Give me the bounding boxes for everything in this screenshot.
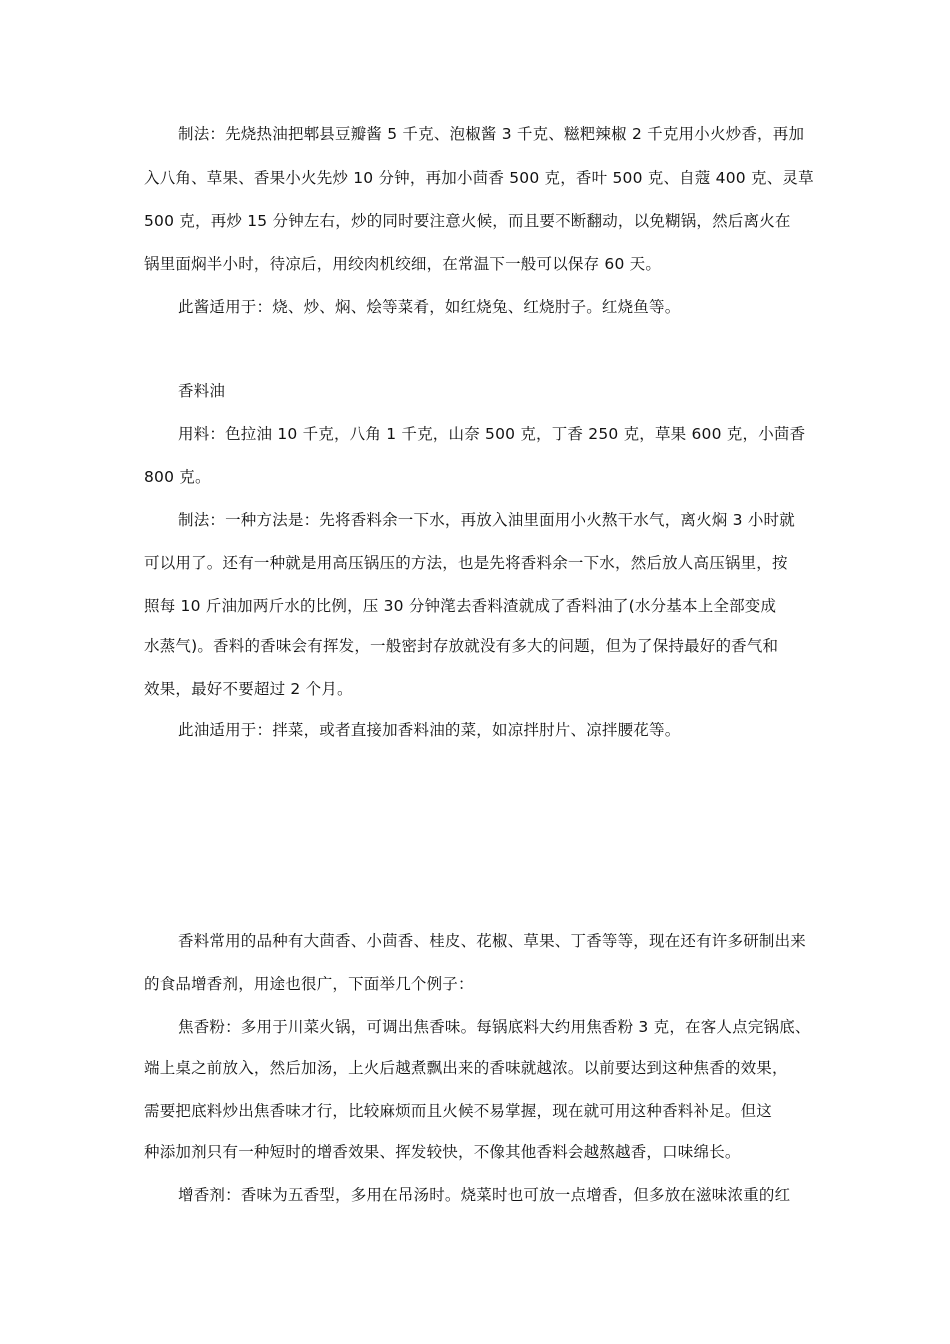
paragraph-line: 种添加剂只有一种短时的增香效果、挥发较快，不像其他香料会越熬越香，口味绵长。 [144,1143,741,1161]
paragraph-line: 制法：一种方法是：先将香料余一下水，再放入油里面用小火熬干水气，离火焖 3 小时就 [178,511,795,529]
paragraph-line: 可以用了。还有一种就是用高压锅压的方法，也是先将香料余一下水，然后放人高压锅里，按 [144,554,788,572]
paragraph-line: 锅里面焖半小时，待凉后，用绞肉机绞细，在常温下一般可以保存 60 天。 [144,255,662,273]
usage-note: 此油适用于：拌菜，或者直接加香料油的菜，如凉拌肘片、凉拌腰花等。 [178,721,681,739]
paragraph-line: 需要把底料炒出焦香味才行，比较麻烦而且火候不易掌握，现在就可用这种香料补足。但这 [144,1102,773,1120]
usage-note: 此酱适用于：烧、炒、焖、烩等菜肴，如红烧兔、红烧肘子。红烧鱼等。 [178,298,681,316]
paragraph-line: 端上桌之前放入，然后加汤，上火后越煮飘出来的香味就越浓。以前要达到这种焦香的效果， [144,1059,788,1077]
paragraph-line: 照每 10 斤油加两斤水的比例，压 30 分钟滗去香料渣就成了香料油了(水分基本上全部变成 [144,597,777,615]
paragraph-line: 香料常用的品种有大茴香、小茴香、桂皮、花椒、草果、丁香等等，现在还有许多研制出来 [178,932,807,950]
paragraph-line: 用料：色拉油 10 千克，八角 1 千克，山奈 500 克，丁香 250 克，草果 600 克，小茴香 [178,425,806,443]
paragraph-line: 水蒸气)。香料的香味会有挥发，一般密封存放就没有多大的问题，但为了保持最好的香气和 [144,637,779,655]
section-title: 香料油 [178,382,226,400]
paragraph-line: 效果，最好不要超过 2 个月。 [144,680,353,698]
paragraph-line: 焦香粉：多用于川菜火锅，可调出焦香味。每锅底料大约用焦香粉 3 克，在客人点完锅底、 [178,1018,811,1036]
paragraph-line: 入八角、草果、香果小火先炒 10 分钟，再加小茴香 500 克，香叶 500 克、自蔻 400 克、灵草 [144,169,814,187]
paragraph-line: 的食品增香剂，用途也很广，下面举几个例子： [144,975,474,993]
paragraph-line: 增香剂：香味为五香型，多用在吊汤时。烧菜时也可放一点增香，但多放在滋味浓重的红 [178,1186,791,1204]
paragraph-line: 500 克，再炒 15 分钟左右，炒的同时要注意火候，而且要不断翻动，以免糊锅，然后离火在 [144,212,791,230]
paragraph-line: 制法：先烧热油把郫县豆瓣酱 5 千克、泡椒酱 3 千克、糍粑辣椒 2 千克用小火炒香，再加 [178,125,805,143]
paragraph-line: 800 克。 [144,468,211,486]
